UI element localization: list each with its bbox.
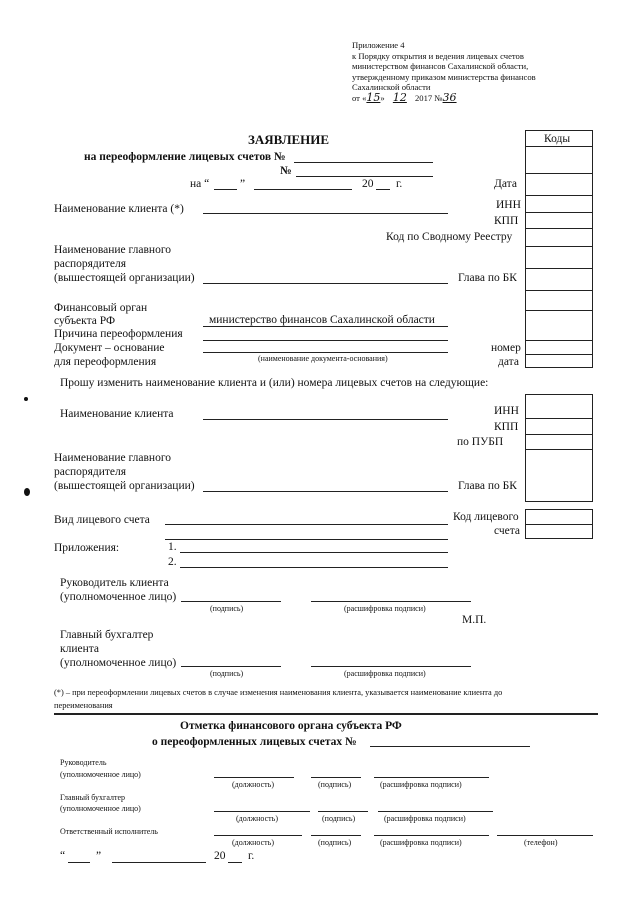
mark-acc-transcript-caption: (расшифровка подписи)	[384, 814, 466, 823]
scan-mark	[24, 488, 30, 496]
gr-field[interactable]	[203, 283, 448, 284]
gr-label-3: (вышестоящей организации)	[54, 272, 195, 284]
attachment-2-num: 2.	[168, 556, 177, 568]
new-gr-field[interactable]	[203, 491, 448, 492]
date-prefix: от «	[352, 93, 367, 103]
mark-acc-sign-caption: (подпись)	[322, 814, 356, 823]
mark-exec-transcript-caption: (расшифровка подписи)	[380, 838, 462, 847]
acc-label-3: (уполномоченное лицо)	[60, 657, 177, 669]
kpp-label: КПП	[494, 215, 519, 227]
mark-exec-position-caption: (должность)	[232, 838, 274, 847]
mark-acc-label-2: (уполномоченное лицо)	[60, 804, 141, 813]
gr-label-2: распорядителя	[54, 258, 127, 270]
mark-acc-label-1: Главный бухгалтер	[60, 793, 125, 802]
doc-field[interactable]	[203, 352, 448, 353]
header-line: министерством финансов Сахалинской области,	[352, 61, 529, 71]
section-divider	[54, 713, 598, 715]
attachment-1-field[interactable]	[180, 552, 448, 553]
mark-date-suffix: г.	[248, 850, 255, 862]
glava-bk-label: Глава по БК	[458, 272, 517, 284]
new-glava-bk-label: Глава по БК	[458, 480, 517, 492]
head-signature-field[interactable]	[181, 601, 281, 602]
mark-number-field[interactable]	[370, 746, 530, 747]
footnote-line-2: переименования	[54, 701, 113, 710]
data-label: дата	[498, 356, 519, 368]
acc-label-1: Главный бухгалтер	[60, 629, 154, 641]
handwritten-order-number: 36	[442, 91, 457, 104]
mark-date-open: “	[60, 850, 66, 862]
new-gr-label-2: распорядителя	[54, 466, 127, 478]
gr-label-1: Наименование главного	[54, 244, 172, 256]
inn-label: ИНН	[496, 199, 521, 211]
mark-head-label-2: (уполномоченное лицо)	[60, 770, 141, 779]
client-name-label: Наименование клиента (*)	[54, 203, 184, 215]
mark-head-position-caption: (должность)	[232, 780, 274, 789]
reason-label: Причина переоформления	[54, 328, 183, 340]
document-subtitle: на переоформление лицевых счетов №	[84, 151, 286, 163]
fin-label-2: субъекта РФ	[54, 315, 116, 327]
request-text: Прошу изменить наименование клиента и (или) номера лицевых счетов на следующие:	[60, 377, 489, 389]
new-kpp-label: КПП	[494, 421, 519, 433]
date-sep: »	[380, 93, 385, 103]
scan-mark	[24, 397, 28, 401]
acc-transcript-field[interactable]	[311, 666, 471, 667]
head-label-2: (уполномоченное лицо)	[60, 591, 177, 603]
acc-label-2: клиента	[60, 643, 100, 655]
date-year: 20	[362, 178, 374, 190]
new-gr-label-1: Наименование главного	[54, 452, 172, 464]
new-inn-label: ИНН	[494, 405, 519, 417]
mark-exec-label: Ответственный исполнитель	[60, 827, 158, 836]
codes-header: Коды	[544, 133, 571, 145]
date-prefix: на “	[190, 178, 210, 190]
attachment-2-field[interactable]	[180, 567, 448, 568]
number-sign: №	[280, 165, 292, 177]
codes-column-new	[525, 394, 593, 502]
consolidated-code-label: Код по Сводному Реестру	[386, 231, 513, 243]
new-gr-label-3: (вышестоящей организации)	[54, 480, 195, 492]
document-title: ЗАЯВЛЕНИЕ	[248, 132, 330, 147]
acc-signature-field[interactable]	[181, 666, 281, 667]
date-suffix: г.	[396, 178, 403, 190]
new-client-name-label: Наименование клиента	[60, 408, 174, 420]
mark-head-transcript-caption: (расшифровка подписи)	[380, 780, 462, 789]
mark-exec-sign-caption: (подпись)	[318, 838, 352, 847]
fin-label-1: Финансовый орган	[54, 302, 148, 314]
mark-exec-phone-caption: (телефон)	[524, 838, 558, 847]
doc-label-2: для переоформления	[54, 356, 157, 368]
fin-value: министерство финансов Сахалинской области	[209, 314, 435, 326]
attachment-1-num: 1.	[168, 541, 177, 553]
head-sign-caption: (подпись)	[210, 604, 244, 613]
mark-title-1: Отметка финансового органа субъекта РФ	[180, 720, 402, 732]
head-transcript-field[interactable]	[311, 601, 471, 602]
head-transcript-caption: (расшифровка подписи)	[344, 604, 426, 613]
handwritten-month: 12	[392, 91, 407, 104]
head-label-1: Руководитель клиента	[60, 577, 169, 589]
doc-label-1: Документ – основание	[54, 342, 165, 354]
mark-date-year: 20	[214, 850, 226, 862]
reason-field[interactable]	[203, 340, 448, 341]
mark-date-close: ”	[96, 850, 102, 862]
footnote-line-1: (*) – при переоформлении лицевых счетов в случае изменения наименования клиента, указывается наименование клиента до	[54, 688, 503, 697]
acc-transcript-caption: (расшифровка подписи)	[344, 669, 426, 678]
account-code-label-1: Код лицевого	[453, 511, 519, 523]
account-type-label: Вид лицевого счета	[54, 514, 150, 526]
header-date-line	[352, 93, 457, 103]
header-line: к Порядку открытия и ведения лицевых счетов	[352, 51, 524, 61]
date-label: Дата	[494, 178, 517, 190]
pubp-label: по ПУБП	[457, 436, 504, 448]
header-line: утвержденному приказом министерства финансов	[352, 72, 536, 82]
mark-head-sign-caption: (подпись)	[318, 780, 352, 789]
mark-title-2: о переоформленных лицевых счетах №	[152, 736, 357, 748]
acc-sign-caption: (подпись)	[210, 669, 244, 678]
account-code-label-2: счета	[494, 525, 521, 537]
appendix-label: Приложение 4	[352, 40, 405, 50]
account-type-field[interactable]	[165, 524, 448, 525]
client-name-field[interactable]	[203, 213, 448, 214]
mark-head-label-1: Руководитель	[60, 758, 107, 767]
date-mid: ”	[240, 178, 246, 190]
mark-acc-position-caption: (должность)	[236, 814, 278, 823]
nomer-label: номер	[491, 342, 521, 354]
year-number-label: 2017 №	[415, 93, 443, 103]
new-client-name-field[interactable]	[203, 419, 448, 420]
header-line: Сахалинской области	[352, 82, 431, 92]
doc-caption: (наименование документа-основания)	[258, 354, 388, 363]
stamp-label: М.П.	[462, 614, 487, 626]
attachments-label: Приложения:	[54, 542, 120, 554]
handwritten-day: 15	[366, 91, 381, 104]
codes-column-top	[525, 130, 593, 368]
